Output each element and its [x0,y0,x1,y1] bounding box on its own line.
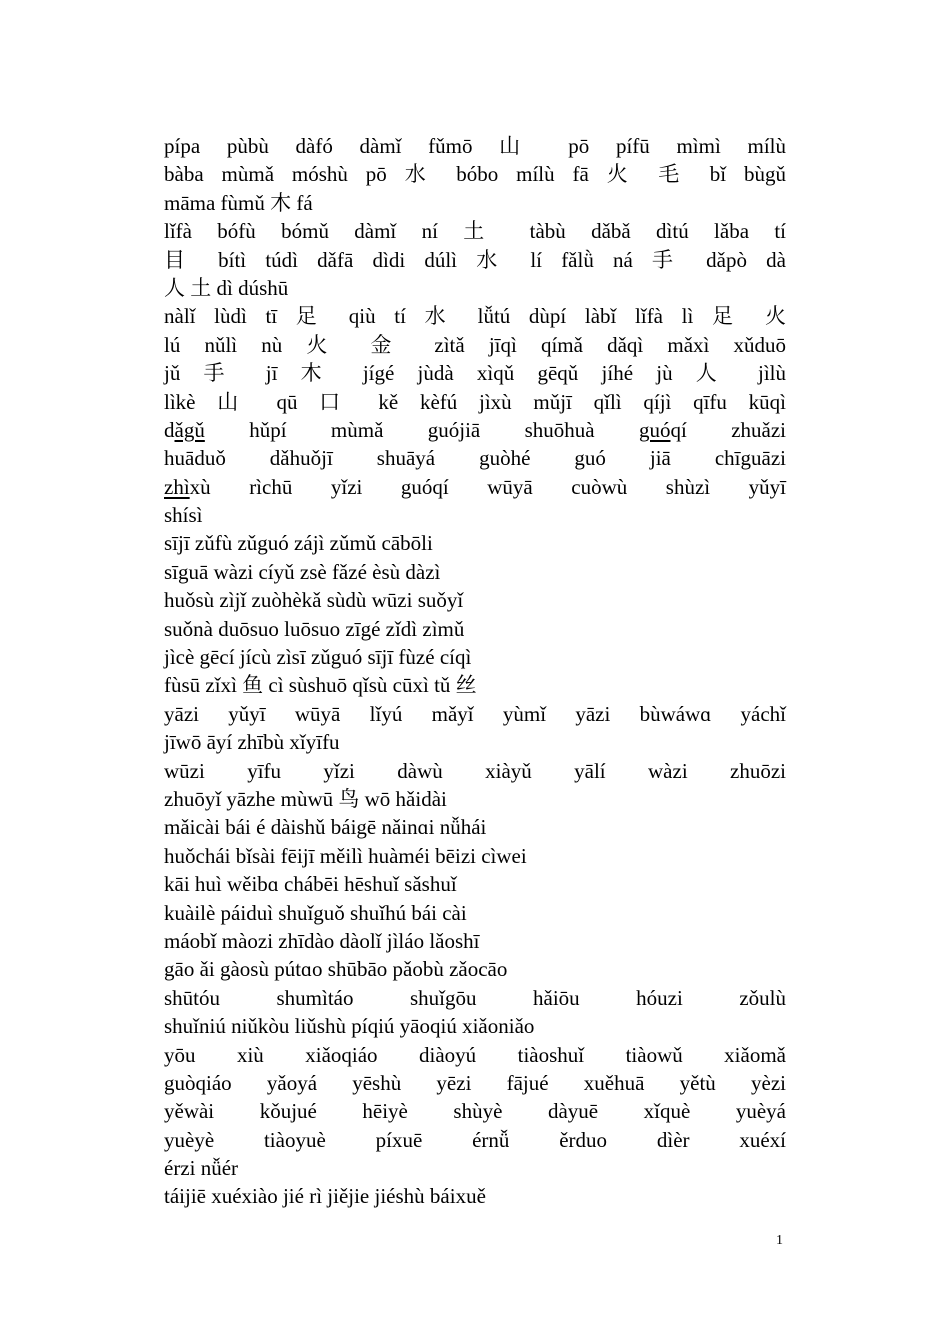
text-line: nàlǐ lùdì tī 足 qiù tí 水 lǚtú dùpí làbǐ lǐfà lì 足 火 [164,304,786,329]
text-line: sīguā wàzi cíyǔ zsè fǎzé èsù dàzì [164,559,441,584]
text-line: huǒsù zìjǐ zuòhèkǎ sùdù wūzi suǒyǐ [164,588,464,613]
text-line: lǐfà bófù bómǔ dàmǐ ní 土 tàbù dǎbǎ dìtú lǎba tí [164,219,786,244]
text-line: kuàilè páiduì shuǐguǒ shuǐhú bái cài [164,900,467,925]
text-line: suǒnà duōsuo luōsuo zīgé zǐdì zìmǔ [164,616,465,641]
text-line: māma fùmǔ 木 fá [164,190,313,215]
text-line: shuǐniú niǔkòu liǔshù píqiú yāoqiú xiǎoniǎo [164,1014,535,1039]
text-line: wūzi yīfu yǐzi dàwù xiàyǔ yālí wàzi zhuōzi [164,758,786,783]
text-line: fùsū zǐxì 鱼 cì sùshuō qǐsù cūxì tǔ 丝 [164,673,477,698]
text-segment: d [164,417,175,442]
page-number: 1 [776,1233,783,1248]
underlined-text: zhì [164,474,190,499]
text-line: 目 bítì túdì dǎfā dìdi dúlì 水 lí fǎlǜ ná 手 dǎpò dà [164,247,786,272]
underlined-text: ǎgǔ [174,417,205,442]
pinyin-word-list [164,132,786,1211]
text-line: yāzi yǔyī wūyā lǐyú mǎyǐ yùmǐ yāzi bùwáwɑ yáchǐ [164,701,786,726]
text-line: guòqiáo yǎoyá yēshù yēzi fājué xuěhuā yětù yèzi [164,1070,786,1095]
text-line: jìcè gēcí jícù zìsī zǔguó sījī fùzé cíqì [164,645,472,670]
text-segment: qí zhuǎzi [670,417,786,442]
underlined-text: guó [638,417,671,442]
text-line: 人 土 dì dúshū [164,275,289,300]
text-line: bàba mùmǎ móshù pō 水 bóbo mílù fā 火 毛 bǐ bùgǔ [164,162,786,187]
text-line: shísì [164,503,203,528]
text-line [164,473,786,501]
text-line: pípa pùbù dàfó dàmǐ fǔmō 山 pō pífū mìmì mílù [164,134,786,158]
text-line: jīwō āyí zhībù xǐyīfu [164,730,340,755]
text-line: táijiē xuéxiào jié rì jiějie jiéshù báixuě [164,1184,486,1209]
text-line: huǒchái bǐsài fēijī měilì huàméi bēizi cìwei [164,843,527,868]
text-line: shūtóu shumìtáo shuǐgōu hǎiōu hóuzi zǒulù [164,985,786,1010]
text-line: gāo ǎi gàosù pútɑo shūbāo pǎobù zǎocāo [164,957,508,982]
text-line: lìkè 山 qū 口 kě kèfú jìxù mǔjī qǐlì qíjì qīfu kūqì [164,389,786,414]
text-segment: hǔpí mùmǎ guójiā shuōhuà [204,417,639,442]
text-line: mǎicài bái é dàishǔ báigē nǎinɑi nǚhái [164,815,487,840]
text-line: máobǐ màozi zhīdào dàolǐ jìláo lǎoshī [164,928,480,953]
text-line: kāi huì wěibɑ chábēi hēshuǐ sǎshuǐ [164,872,457,897]
text-segment: xù rìchū yǐzi guóqí wūyā cuòwù shùzì yǔyī [189,474,786,499]
text-line: érzi nǚér [164,1156,239,1181]
text-line: jǔ 手 jī 木 jígé jùdà xìqǔ gēqǔ jíhé jù 人 jìlù [164,361,786,386]
text-line: yuèyè tiàoyuè píxuē érnǚ ěrduo dìèr xuéxí [164,1127,786,1152]
text-line: huāduǒ dǎhuǒjī shuāyá guòhé guó jiā chīguāzi [164,446,786,471]
text-line: sījī zǔfù zǔguó zájì zǔmǔ cābōli [164,531,433,556]
text-line: yōu xiù xiǎoqiáo diàoyú tiàoshuǐ tiàowǔ xiǎomǎ [164,1042,786,1067]
text-line: yěwài kǒujué hēiyè shùyè dàyuē xǐquè yuèyá [164,1099,786,1124]
text-line: lú nǔlì nù 火 金 zìtǎ jīqì qímǎ dǎqì mǎxì xǔduō [164,332,786,357]
text-line [164,416,786,444]
text-line: zhuōyǐ yāzhe mùwū 鸟 wō hǎidài [164,786,447,811]
